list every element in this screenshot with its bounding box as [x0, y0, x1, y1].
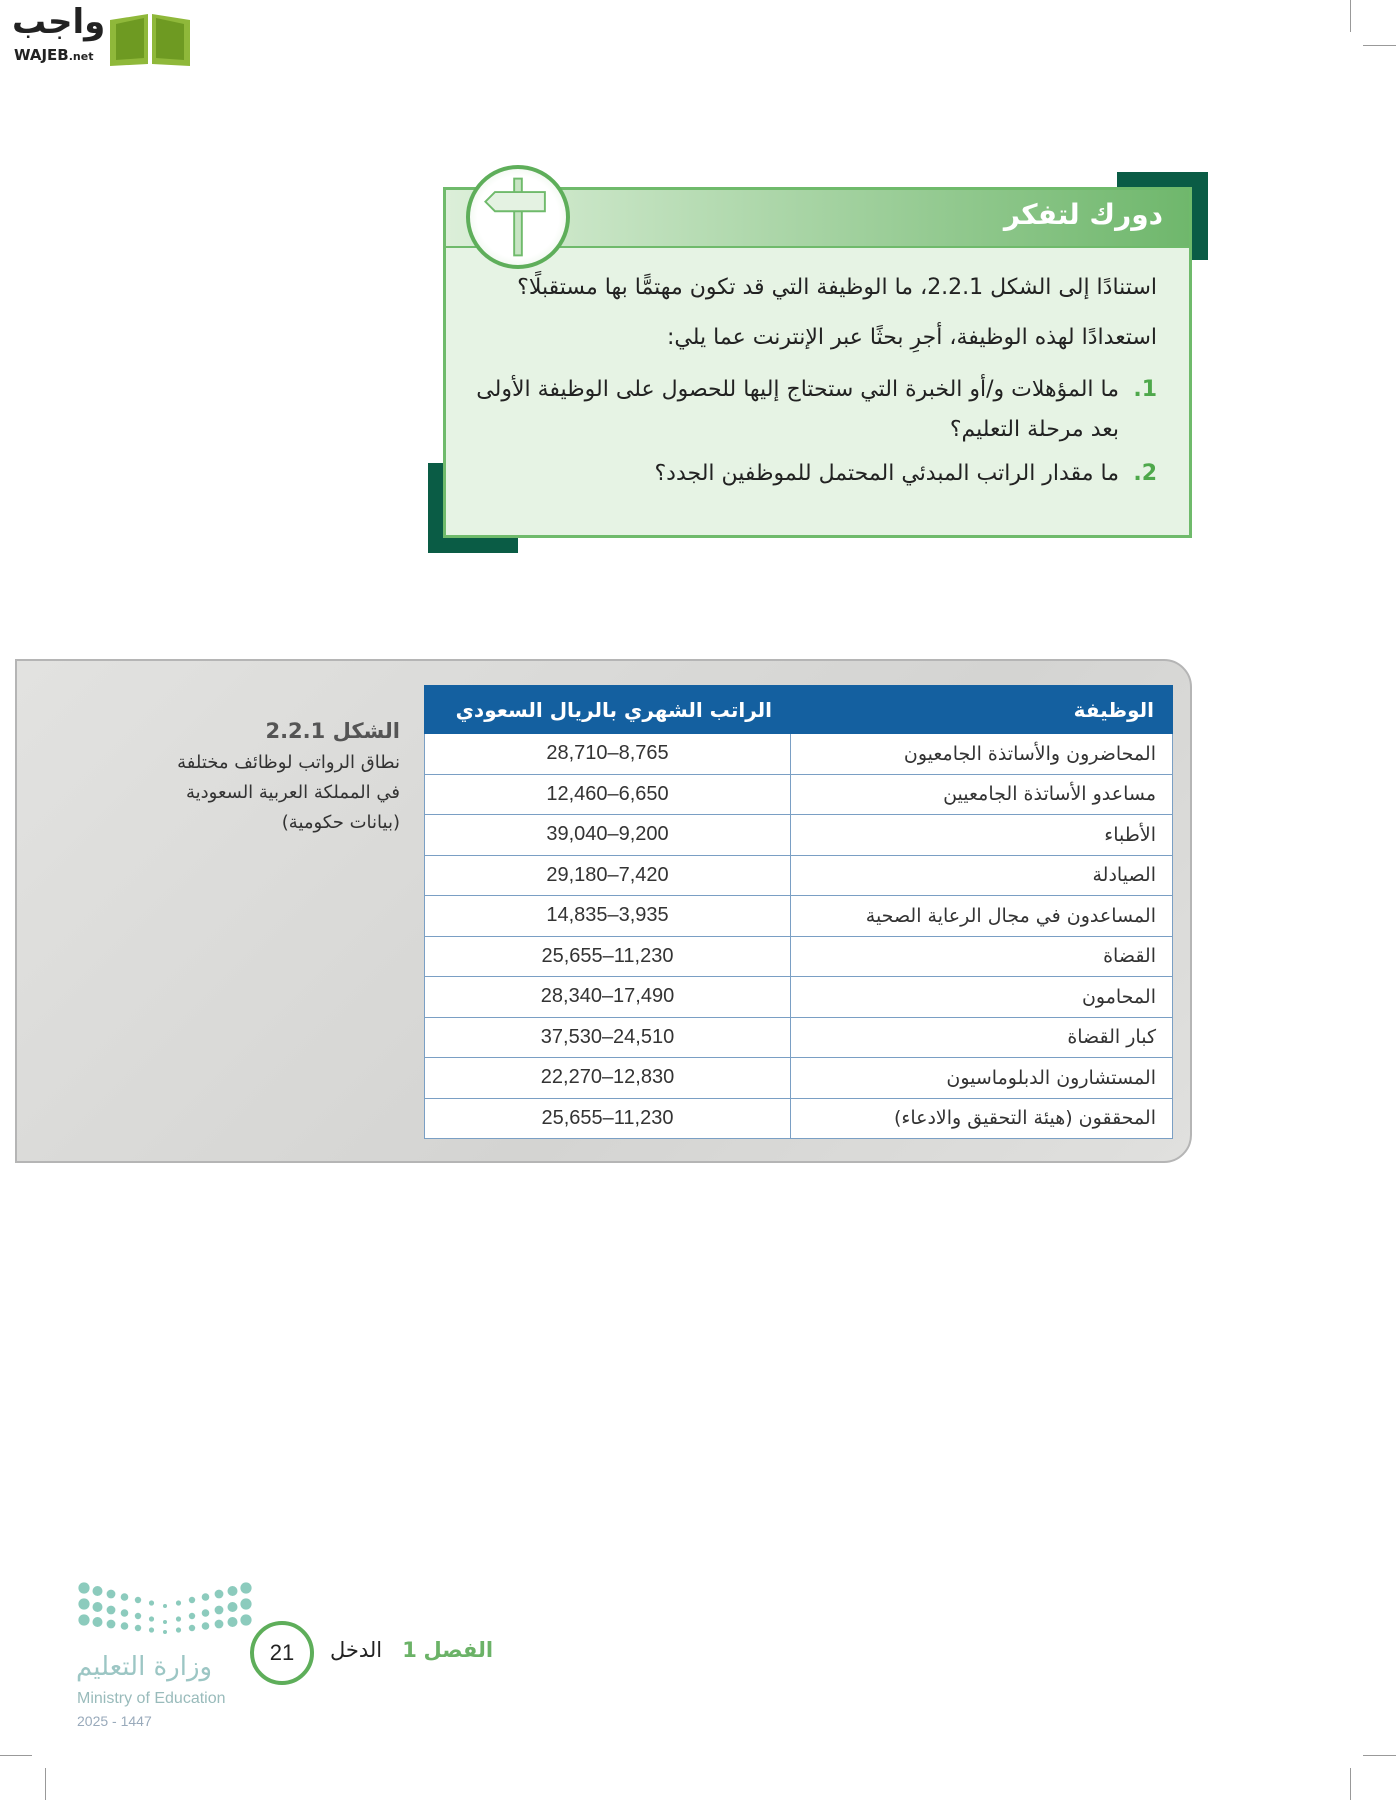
- job-cell: كبار القضاة: [791, 1017, 1173, 1058]
- table-row: [425, 734, 1173, 775]
- table-row: [425, 896, 1173, 937]
- prompt-text: استعدادًا لهذه الوظيفة، أجرِ بحثًا عبر الإنترنت عما يلي:: [667, 325, 1157, 350]
- header-job: الوظيفة: [791, 686, 1173, 734]
- table-row: [425, 1058, 1173, 1099]
- salary-cell: 39,040–9,200: [425, 815, 791, 856]
- signpost-icon: [466, 165, 570, 269]
- question-1: 1. ما المؤهلات و/أو الخبرة التي ستحتاج إليها للحصول على الوظيفة الأولى بعد مرحلة التعليم؟: [476, 377, 1157, 442]
- job-cell: المحامون: [791, 977, 1173, 1018]
- table-row: [425, 936, 1173, 977]
- salary-cell: 22,270–12,830: [425, 1058, 791, 1099]
- table-row: [425, 1017, 1173, 1058]
- chapter-label: الفصل 1 الدخل: [330, 1638, 494, 1662]
- think-box-title: دورك لتفكر: [1003, 198, 1163, 231]
- salary-cell: 25,655–11,230: [425, 936, 791, 977]
- question-2: 2. ما مقدار الراتب المبدئي المحتمل للموظفين الجدد؟: [654, 461, 1157, 486]
- table-row: [425, 774, 1173, 815]
- year: 2025 - 1447: [77, 1713, 152, 1729]
- page-number: 21: [250, 1621, 314, 1685]
- job-cell: الأطباء: [791, 815, 1173, 856]
- salary-cell: 37,530–24,510: [425, 1017, 791, 1058]
- job-cell: المستشارون الدبلوماسيون: [791, 1058, 1173, 1099]
- job-cell: الصيادلة: [791, 855, 1173, 896]
- salary-cell: 28,340–17,490: [425, 977, 791, 1018]
- salary-cell: 28,710–8,765: [425, 734, 791, 775]
- salary-cell: 29,180–7,420: [425, 855, 791, 896]
- job-cell: المحاضرون والأساتذة الجامعيون: [791, 734, 1173, 775]
- table-row: [425, 815, 1173, 856]
- salary-cell: 14,835–3,935: [425, 896, 791, 937]
- ministry-name-en: Ministry of Education: [77, 1690, 226, 1707]
- header-salary: الراتب الشهري بالريال السعودي: [425, 686, 791, 734]
- salary-cell: 12,460–6,650: [425, 774, 791, 815]
- book-icon: [106, 10, 194, 66]
- job-cell: مساعدو الأساتذة الجامعيين: [791, 774, 1173, 815]
- table-row: [425, 855, 1173, 896]
- salary-cell: 25,655–11,230: [425, 1098, 791, 1139]
- salary-table: [424, 685, 1173, 1139]
- ministry-name-ar: وزارة التعليم: [76, 1652, 213, 1682]
- job-cell: المحققون (هيئة التحقيق والادعاء): [791, 1098, 1173, 1139]
- table-row: [425, 1098, 1173, 1139]
- wajeb-logo: واجب WAJEB.net: [8, 6, 193, 68]
- job-cell: المساعدون في مجال الرعاية الصحية: [791, 896, 1173, 937]
- job-cell: القضاة: [791, 936, 1173, 977]
- figure-caption: الشكل 2.2.1 نطاق الرواتب لوظائف مختلفة في المملكة العربية السعودية (بيانات حكومية): [177, 719, 400, 833]
- table-row: [425, 977, 1173, 1018]
- intro-text: استنادًا إلى الشكل 2.2.1، ما الوظيفة التي قد تكون مهتمًّا بها مستقبلًا؟: [517, 275, 1157, 300]
